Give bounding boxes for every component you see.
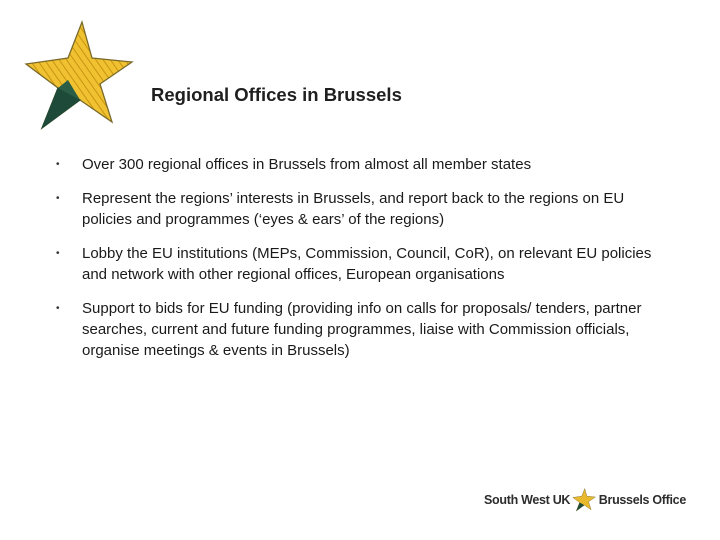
slide-title: Regional Offices in Brussels	[151, 84, 402, 105]
bullet-item	[54, 243, 654, 285]
bullet-text: Support to bids for EU funding (providing info on calls for proposals/ tenders, partner searches, current and future funding programmes, liaise with Commission officials, organise meetings & events in Brussels)	[82, 300, 642, 359]
bullet-item	[54, 188, 654, 230]
bullet-dot-icon: •	[56, 159, 60, 170]
star-logo-small-icon	[572, 474, 597, 526]
bullet-dot-icon: •	[56, 193, 60, 204]
bullet-text: Lobby the EU institutions (MEPs, Commission, Council, CoR), on relevant EU policies and network with other regional offices, European organisations	[82, 245, 652, 283]
star-logo-icon	[22, 18, 138, 134]
bullet-text: Over 300 regional offices in Brussels from almost all member states	[82, 156, 532, 173]
footer-right-text: Brussels Office	[598, 493, 686, 507]
bullet-list	[54, 154, 654, 374]
footer-logo	[476, 470, 686, 530]
bullet-dot-icon: •	[56, 248, 60, 259]
bullet-dot-icon: •	[56, 303, 60, 314]
bullet-item	[54, 154, 654, 175]
bullet-item	[54, 298, 654, 361]
footer-left-text: South West UK	[484, 493, 571, 507]
bullet-text: Represent the regions’ interests in Brussels, and report back to the regions on EU policies and programmes (‘eyes & ears’ of the regions)	[82, 190, 625, 228]
